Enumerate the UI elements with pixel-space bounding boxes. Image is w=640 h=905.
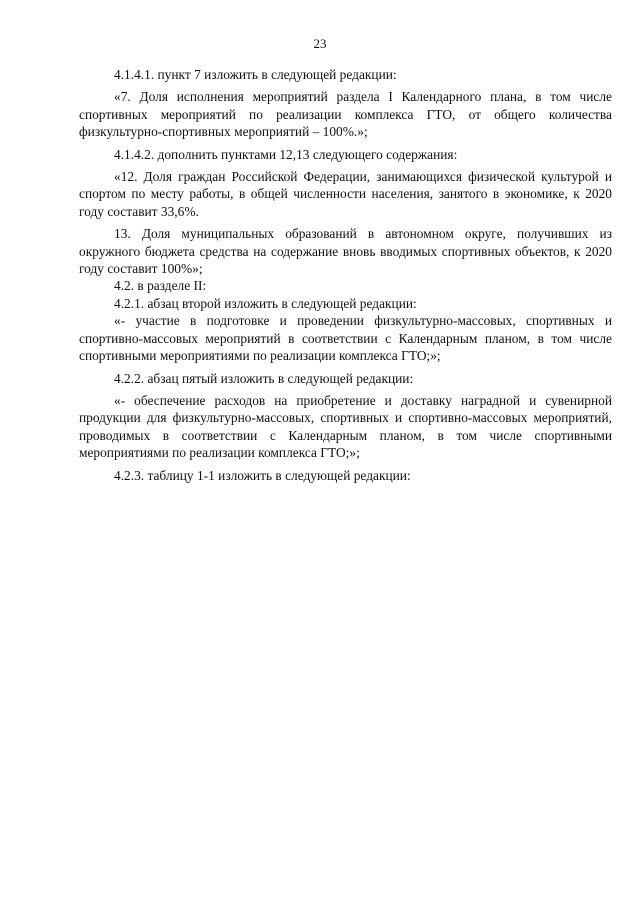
paragraph: «12. Доля граждан Российской Федерации, занимающихся физической культурой и спортом по месту работы, в общей численности населения, занятого в экономике, к 2020 году составит 33,6%. [79,169,612,219]
paragraph: «- участие в подготовке и проведении физкультурно-массовых, спортивных и спортивно-массовых мероприятий в соответствии с Календарным планом, в том числе спортивными мероприятиями по реализации комплекса ГТО;»; [79,313,612,364]
paragraph: «7. Доля исполнения мероприятий раздела I Календарного плана, в том числе спортивных мероприятий по реализации комплекса ГТО, от общего количества физкультурно-спортивных мероприятий – 100%.»; [79,89,612,140]
paragraph: 4.2.1. абзац второй изложить в следующей редакции: [114,295,417,311]
paragraph: 4.1.4.2. дополнить пунктами 12,13 следующего содержания: [114,146,458,162]
paragraph: 4.2.3. таблицу 1-1 изложить в следующей редакции: [114,467,411,483]
paragraph: 4.1.4.1. пункт 7 изложить в следующей редакции: [114,67,397,82]
paragraph: «- обеспечение расходов на приобретение и доставку наградной и сувенирной продукции для физкультурно-массовых, спортивных и спортивно-массовых мероприятий, проводимых в соответствии с Календарным планом, в том числе спортивными мероприятиями по реализации комплекса ГТО;»; [79,392,612,461]
paragraph: 13. Доля муниципальных образований в автономном округе, получивших из окружного бюджета средства на содержание вновь вводимых спортивных объектов, к 2020 году составит 100%»; [79,226,612,277]
paragraph: 4.2. в разделе II: [114,278,207,294]
document-body [79,66,612,484]
paragraph: 4.2.2. абзац пятый изложить в следующей редакции: [114,370,414,386]
page-number: 23 [313,36,327,51]
